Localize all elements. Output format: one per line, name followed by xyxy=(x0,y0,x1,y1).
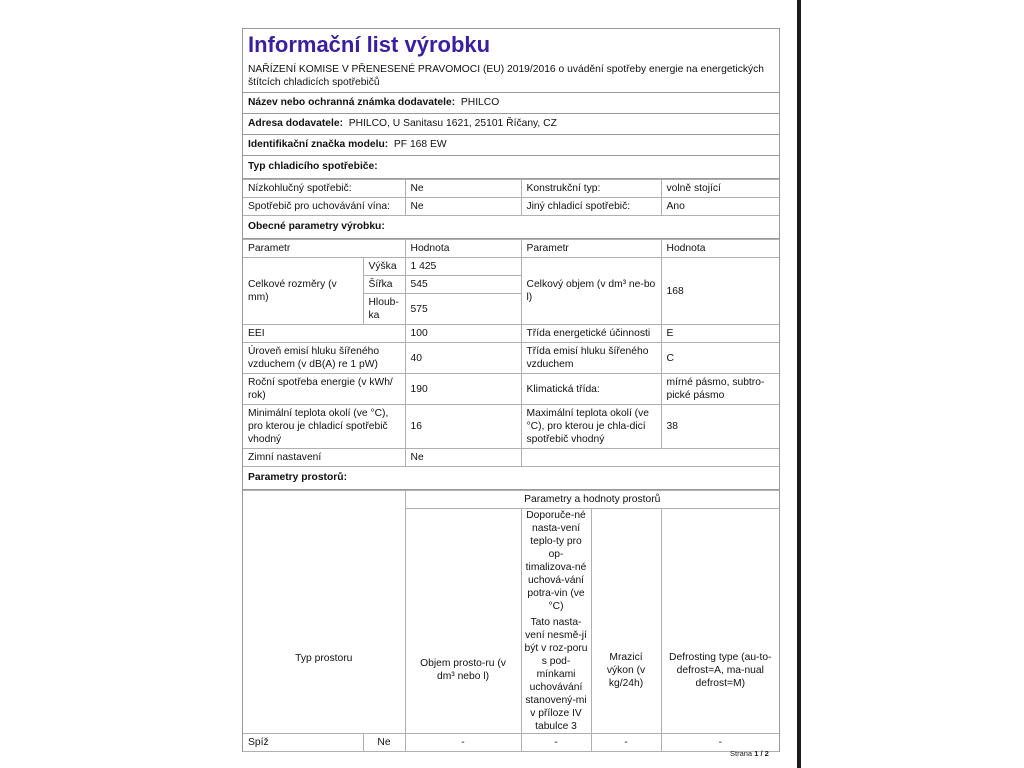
supplier-address-value: PHILCO, U Sanitasu 1621, 25101 Říčany, CZ xyxy=(348,118,557,129)
recommended-temp-text: Doporuče-né nasta-vení teplo-ty pro op-timalizova-né uchová-vání potra-vin (ve °C) xyxy=(525,510,587,612)
compartments-table xyxy=(243,490,779,752)
table-row xyxy=(243,343,779,374)
freezing-capacity-header: Mrazicí výkon (v kg/24h) xyxy=(591,509,661,734)
design-type-value: volně stojící xyxy=(661,180,779,198)
header-parameter-2: Parametr xyxy=(521,240,661,258)
depth-label: Hloub-ka xyxy=(363,294,405,325)
climate-class-label: Klimatická třída: xyxy=(521,374,661,405)
table-row xyxy=(243,374,779,405)
page-number xyxy=(730,749,769,758)
table-row xyxy=(243,180,779,198)
compartment-type-header: Typ prostoru xyxy=(243,491,405,734)
max-temp-value: 38 xyxy=(661,405,779,449)
model-value: PF 168 EW xyxy=(393,139,447,150)
compartment-volume: - xyxy=(405,734,521,752)
table-header-row xyxy=(243,240,779,258)
document-title: Informační list výrobku xyxy=(248,32,491,57)
compartment-defrost: - xyxy=(661,734,779,752)
noise-class-value: C xyxy=(661,343,779,374)
table-row xyxy=(243,734,779,752)
other-refrigerating-label: Jiný chladicí spotřebič: xyxy=(521,198,661,216)
general-parameters-table xyxy=(243,239,779,467)
energy-class-label: Třída energetické účinnosti xyxy=(521,325,661,343)
table-row xyxy=(243,405,779,449)
defrosting-type-header: Defrosting type (au-to-defrost=A, ma-nual defrost=M) xyxy=(661,509,779,734)
general-heading-row xyxy=(243,216,779,239)
annual-energy-value: 190 xyxy=(405,374,521,405)
low-noise-value: Ne xyxy=(405,180,521,198)
table-row xyxy=(243,258,779,276)
max-temp-label: Maximální teplota okolí (ve °C), pro kterou je chla-dicí spotřebič vhodný xyxy=(521,405,661,449)
table-header-row xyxy=(243,491,779,509)
appliance-type-heading-row xyxy=(243,156,779,179)
winter-setting-value: Ne xyxy=(405,449,521,467)
depth-value: 575 xyxy=(405,294,521,325)
height-value: 1 425 xyxy=(405,258,521,276)
annual-energy-label: Roční spotřeba energie (v kWh/ rok) xyxy=(243,374,405,405)
compartment-freezing: - xyxy=(591,734,661,752)
page-value: 1 / 2 xyxy=(754,749,769,758)
supplier-name-label: Název nebo ochranná známka dodavatele: xyxy=(248,97,456,108)
regulation-text: NAŘÍZENÍ KOMISE V PŘENESENÉ PRAVOMOCI (EU) 2019/2016 o uvádění spotřeby energie na energetických štítcích chladicích spotřebičů xyxy=(248,64,765,88)
appliance-type-table xyxy=(243,179,779,216)
header-parameter: Parametr xyxy=(243,240,405,258)
model-label: Identifikační značka modelu: xyxy=(248,139,389,150)
model-row xyxy=(243,135,779,156)
page-label: Strana xyxy=(730,749,753,758)
noise-level-label: Úroveň emisí hluku šířeného vzduchem (v dB(A) re 1 pW) xyxy=(243,343,405,374)
noise-class-label: Třída emisí hluku šířeného vzduchem xyxy=(521,343,661,374)
width-value: 545 xyxy=(405,276,521,294)
supplier-address-row xyxy=(243,114,779,135)
supplier-name-row xyxy=(243,93,779,114)
min-temp-label: Minimální teplota okolí (ve °C), pro kterou je chladicí spotřebič vhodný xyxy=(243,405,405,449)
compartment-present: Ne xyxy=(363,734,405,752)
compartments-heading-row xyxy=(243,467,779,490)
dimensions-label: Celkové rozměry (v mm) xyxy=(243,258,363,325)
compartment-temp: - xyxy=(521,734,591,752)
climate-class-value: mírné pásmo, subtro-pické pásmo xyxy=(661,374,779,405)
appliance-type-heading: Typ chladicího spotřebiče: xyxy=(248,161,378,172)
title-block xyxy=(243,29,779,93)
volume-value: 168 xyxy=(661,258,779,325)
general-heading: Obecné parametry výrobku: xyxy=(248,221,385,232)
winter-setting-label: Zimní nastavení xyxy=(243,449,405,467)
other-refrigerating-value: Ano xyxy=(661,198,779,216)
noise-level-value: 40 xyxy=(405,343,521,374)
compartment-volume-header: Objem prosto-ru (v dm³ nebo l) xyxy=(405,509,521,734)
supplier-address-label: Adresa dodavatele: xyxy=(248,118,343,129)
compartment-group-header: Parametry a hodnoty prostorů xyxy=(405,491,779,509)
supplier-name-value: PHILCO xyxy=(460,97,500,108)
wine-storage-label: Spotřebič pro uchovávání vína: xyxy=(243,198,405,216)
product-information-sheet xyxy=(242,28,780,752)
eei-label: EEI xyxy=(243,325,405,343)
energy-class-value: E xyxy=(661,325,779,343)
header-value-2: Hodnota xyxy=(661,240,779,258)
width-label: Šířka xyxy=(363,276,405,294)
empty-cell xyxy=(521,449,779,467)
table-row xyxy=(243,449,779,467)
eei-value: 100 xyxy=(405,325,521,343)
design-type-label: Konstrukční typ: xyxy=(521,180,661,198)
recommended-temp-header xyxy=(521,509,591,734)
low-noise-label: Nízkohlučný spotřebič: xyxy=(243,180,405,198)
table-row xyxy=(243,325,779,343)
compartments-heading: Parametry prostorů: xyxy=(248,472,347,483)
table-row xyxy=(243,198,779,216)
height-label: Výška xyxy=(363,258,405,276)
header-value: Hodnota xyxy=(405,240,521,258)
volume-label: Celkový objem (v dm³ ne-bo l) xyxy=(521,258,661,325)
viewer-scrollbar-edge xyxy=(797,0,801,768)
min-temp-value: 16 xyxy=(405,405,521,449)
compartment-type: Spíž xyxy=(243,734,363,752)
temp-note-text: Tato nasta-vení nesmě-jí být v roz-poru s pod-mínkami uchovávání stanovený-mi v příloze IV tabulce 3 xyxy=(524,617,588,732)
wine-storage-value: Ne xyxy=(405,198,521,216)
